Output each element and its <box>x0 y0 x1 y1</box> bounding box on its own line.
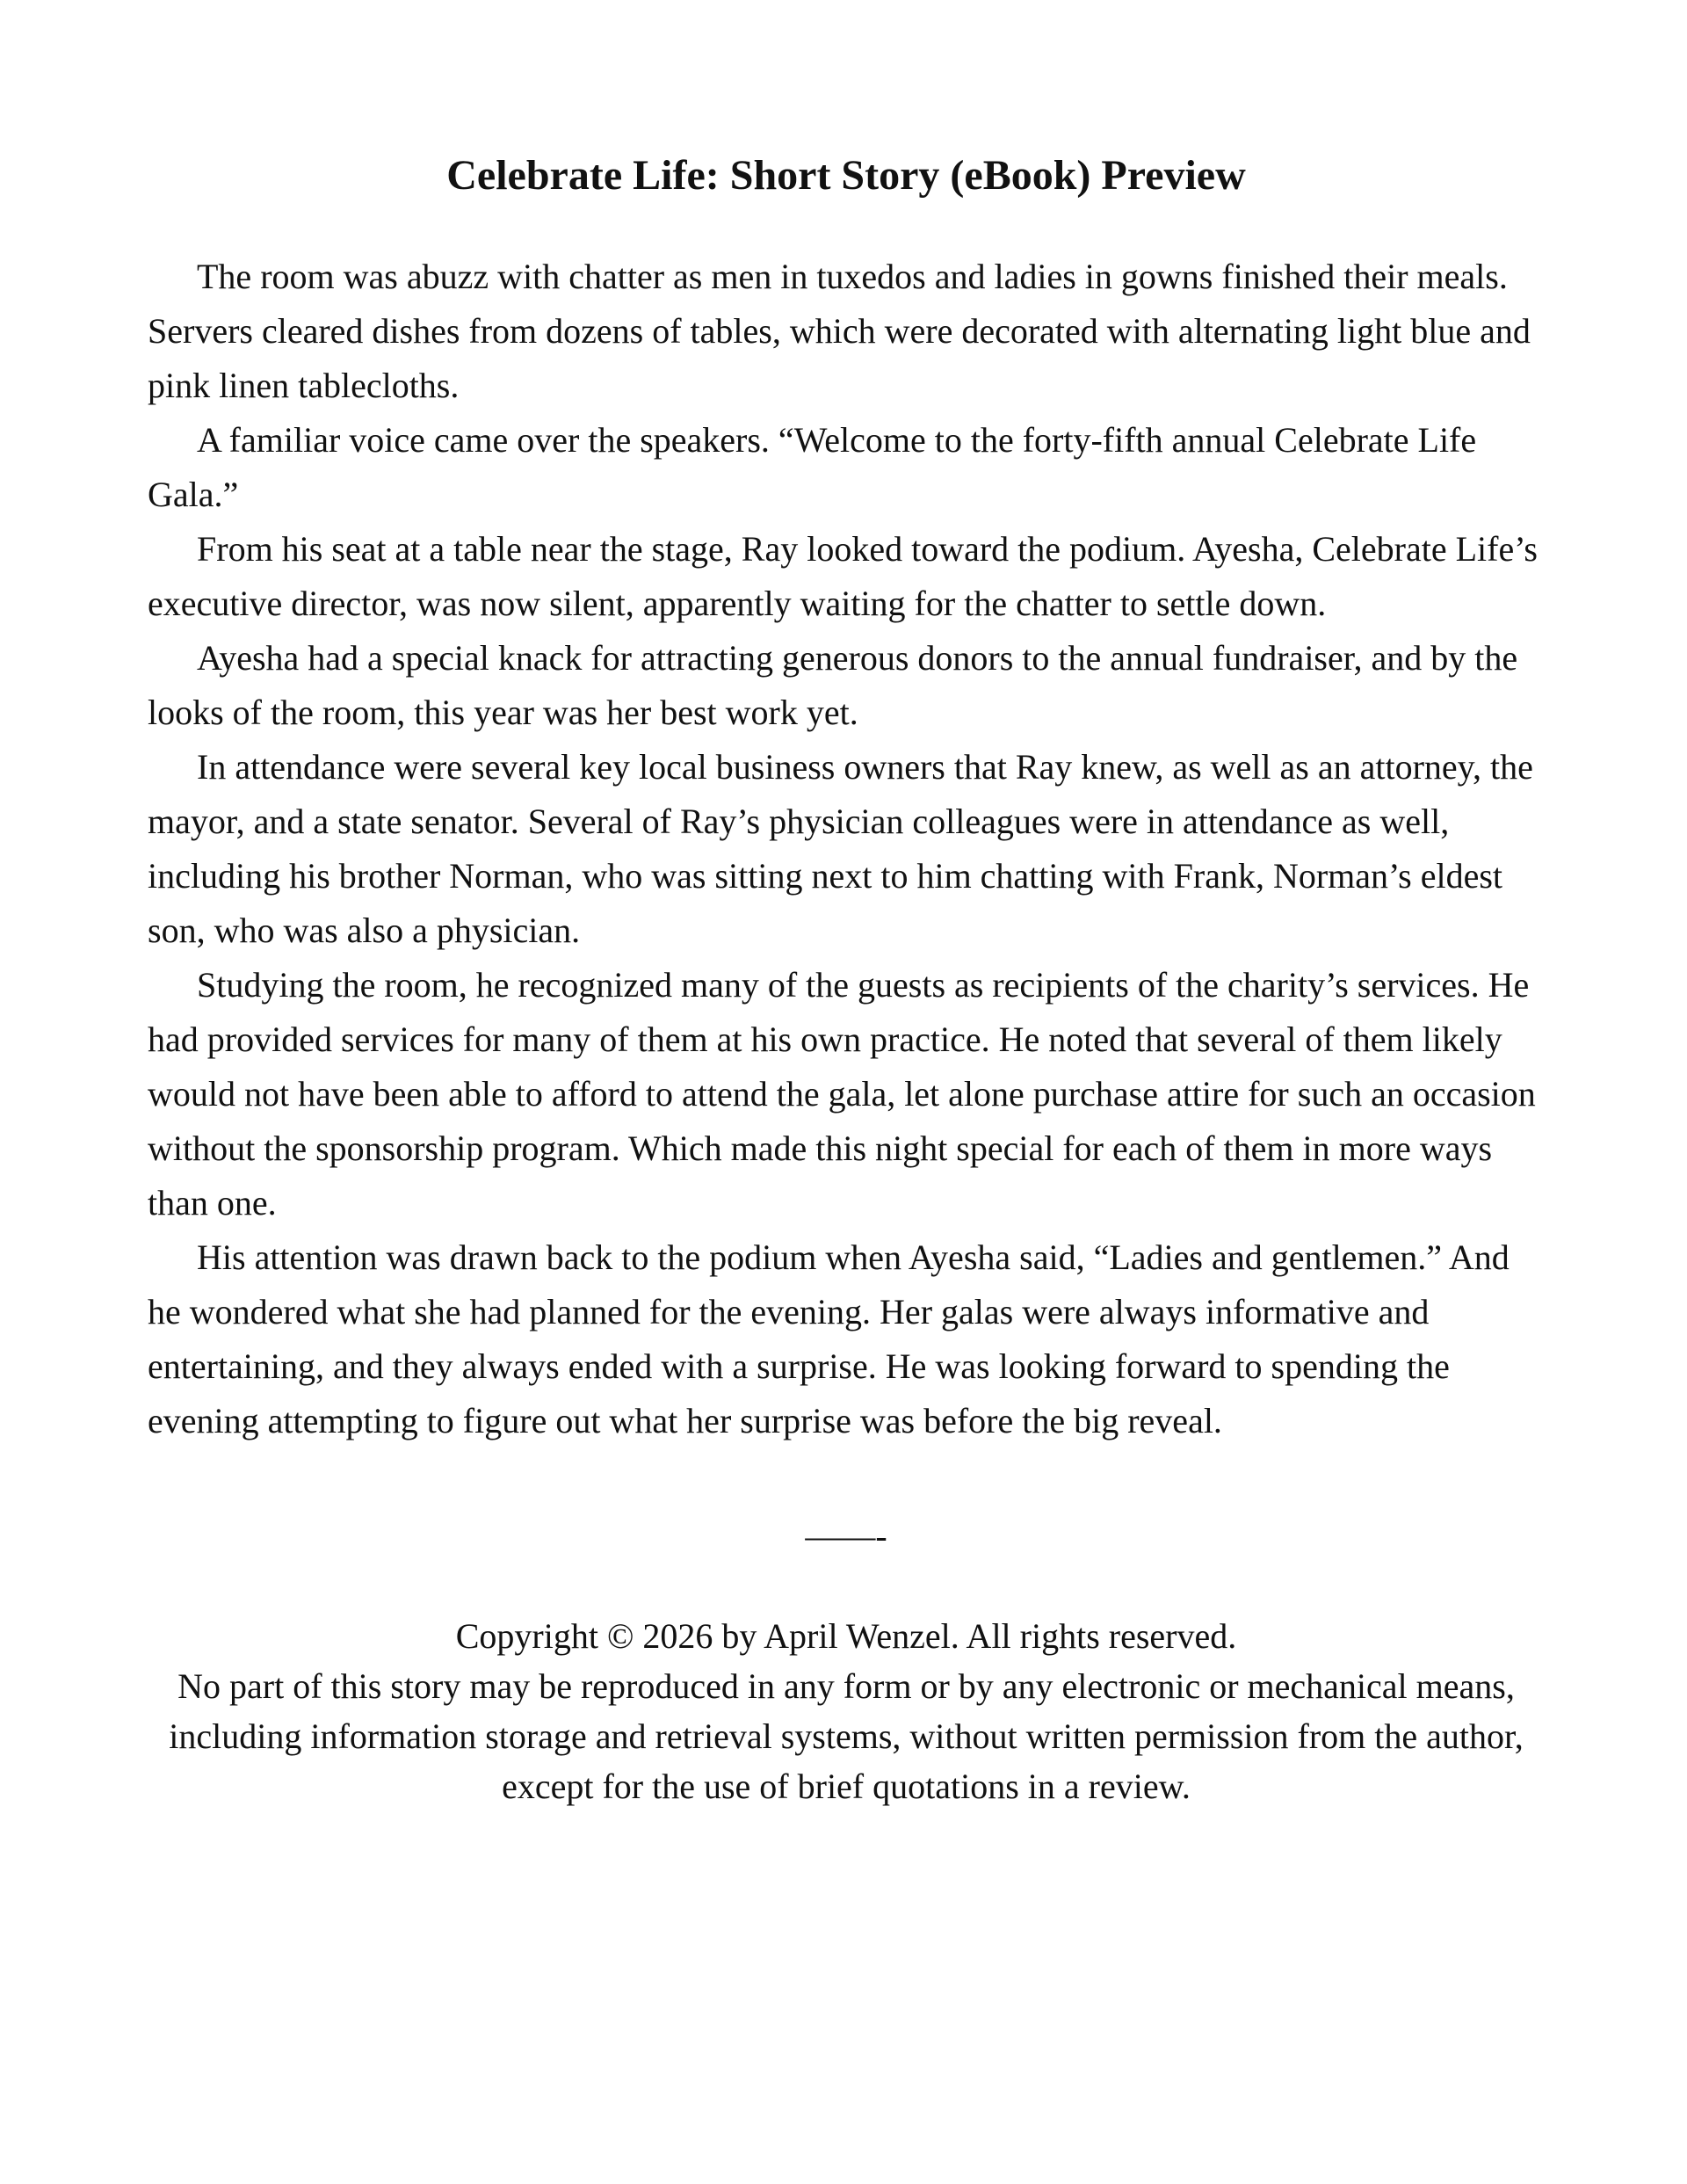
story-paragraph: In attendance were several key local business owners that Ray knew, as well as an attorney, the mayor, and a state senator. Several of Ray’s physician colleagues were in attendance as well, including his brother Norman, who was sitting next to him chatting with Frank, Norman’s eldest son, who was also a physician. <box>148 747 1533 950</box>
story-paragraph: Ayesha had a special knack for attracting generous donors to the annual fundraiser, and by the looks of the room, this year was her best work yet. <box>148 638 1518 732</box>
story-paragraph: His attention was drawn back to the podium when Ayesha said, “Ladies and gentlemen.” And he wondered what she had planned for the evening. Her galas were always informative and entertaining, and they always ended with a surprise. He was looking forward to spending the evening attempting to figure out what her surprise was before the big reveal. <box>148 1237 1510 1440</box>
document-title: Celebrate Life: Short Story (eBook) Preview <box>446 152 1246 199</box>
story-body <box>148 250 1545 1448</box>
story-paragraph: A familiar voice came over the speakers. “Welcome to the forty-fifth annual Celebrate Life Gala.” <box>148 420 1477 514</box>
section-separator: ——- <box>805 1516 887 1556</box>
story-paragraph: From his seat at a table near the stage, Ray looked toward the podium. Ayesha, Celebrate Life’s executive director, was now silent, apparently waiting for the chatter to settle down. <box>148 529 1538 623</box>
rights-notice: No part of this story may be reproduced in any form or by any electronic or mechanical means, including information storage and retrieval systems, without written permission from the author, except for the use of brief quotations in a review. <box>169 1666 1524 1806</box>
copyright-line: Copyright © 2026 by April Wenzel. All rights reserved. <box>455 1616 1237 1656</box>
document-page <box>148 149 1545 1811</box>
copyright-notice <box>148 1611 1545 1811</box>
story-paragraph: Studying the room, he recognized many of the guests as recipients of the charity’s services. He had provided services for many of them at his own practice. He noted that several of them likely would not have been able to afford to attend the gala, let alone purchase attire for such an occasion without the sponsorship program. Which made this night special for each of them in more ways than one. <box>148 965 1536 1223</box>
story-paragraph: The room was abuzz with chatter as men in tuxedos and ladies in gowns finished their meals. Servers cleared dishes from dozens of tables, which were decorated with alternating light blue and pink linen tablecloths. <box>148 257 1531 405</box>
